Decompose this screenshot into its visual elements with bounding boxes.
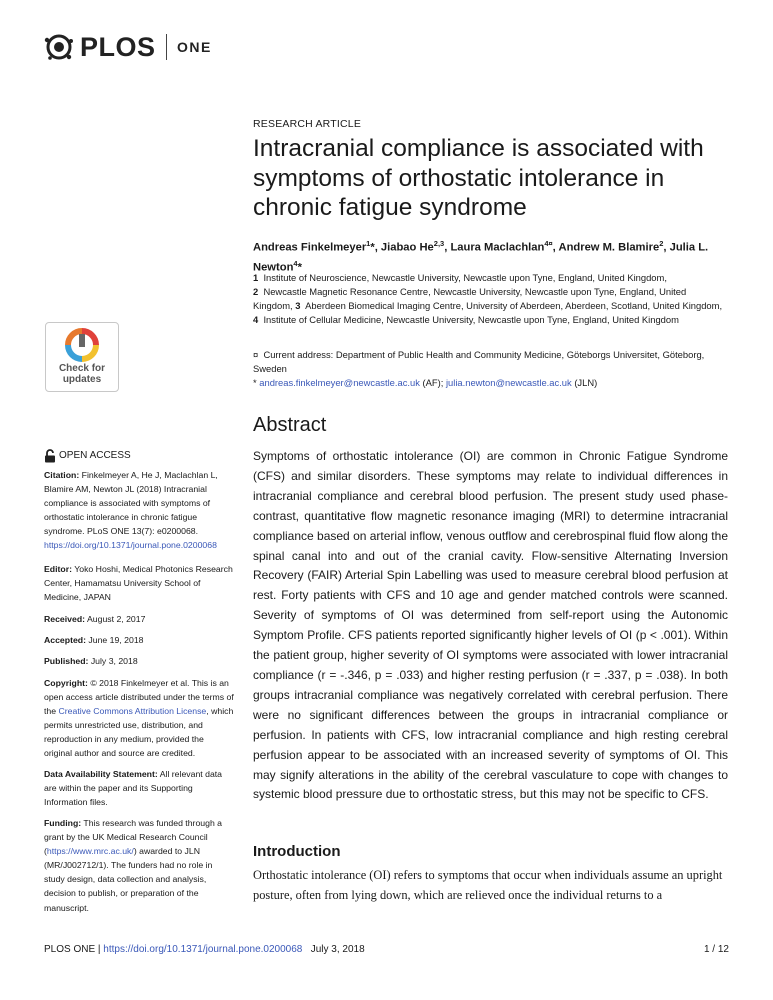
email-suffix: (JLN) [574, 377, 598, 388]
affiliation-text: Institute of Cellular Medicine, Newcastle University, Newcastle upon Tyne, England, United Kingdom [263, 314, 679, 325]
author-corr-mark: * [297, 261, 302, 274]
footer-citation [44, 944, 365, 955]
received-date-block [44, 612, 234, 626]
funding-text: This research was funded through a grant by the UK Medical Research Council ( [44, 818, 223, 857]
footer-date: July 3, 2018 [310, 944, 365, 955]
funding-label: Funding: [44, 818, 82, 828]
affiliation-text: Newcastle Magnetic Resonance Centre, Newcastle University, Newcastle upon Tyne, England, United Kingdom, [253, 286, 687, 311]
citation-doi-link[interactable]: https://doi.org/10.1371/journal.pone.0200068 [44, 540, 217, 551]
published-date: July 3, 2018 [90, 656, 138, 666]
affiliation-text: Institute of Neuroscience, Newcastle University, Newcastle upon Tyne, England, United Kingdom, [263, 272, 667, 283]
affiliation-number: 2 [253, 286, 259, 297]
affiliation-text: Aberdeen Biomedical Imaging Centre, University of Aberdeen, Aberdeen, Scotland, United Kingdom, [305, 300, 723, 311]
funding-block [44, 816, 234, 915]
current-address-mark: ¤ [253, 349, 259, 360]
brand-name: PLOS [80, 31, 156, 62]
citation-text: Finkelmeyer A, He J, Maclachlan L, Blamire AM, Newton JL (2018) Intracranial compliance is associated with symptoms of orthostatic intolerance in chronic fatigue syndrome. PLoS ONE 13(7): e0200068. [44, 470, 218, 537]
author-name[interactable]: Jiabao He [380, 241, 434, 254]
received-label: Received: [44, 614, 86, 624]
citation-label: Citation: [44, 470, 80, 480]
page-number: 1 / 12 [703, 944, 729, 955]
abstract-text: Symptoms of orthostatic intolerance (OI) are common in Chronic Fatigue Syndrome (CFS) and similar disorders. These symptoms may relate to individual differences in intracranial compliance and cerebral blood perfusion. The present study used phase-contrast, quantitative flow magnetic resonance imaging (MRI) to determine intracranial compliance based on arterial inflow, venous outflow and cerebrospinal fluid flow along the spinal canal into and out of the cranial cavity. Flow-sensitive Alternating Inversion Recovery (FAIR) Arterial Spin Labelling was used to measure cerebral blood perfusion at rest. Forty patients with CFS and 10 age and gender matched controls were scanned. Severity of symptoms of OI was determined from self-report using the Autonomic Symptom Profile. CFS patients reported significantly higher levels of OI (p < .001). Within the patient group, higher severity of OI symptoms were associated with lower intracranial compliance (r = -.346, p = .033) and higher resting perfusion (r = .337, p = .038). In both groups intracranial compliance was negatively correlated with cerebral perfusion. There were no significant differences between the groups in intracranial compliance or perfusion. In patients with CFS, low intracranial compliance and high resting cerebral perfusion appear to be associated with an increased severity of symptoms of OI. This may signify alterations in the ability of the cerebral vasculature to cope with changes to systemic blood pressure due to orthostatic stress, but this may not be specific to CFS. [253, 449, 728, 802]
data-availability-label: Data Availability Statement: [44, 769, 158, 779]
check-for-updates-badge[interactable] [45, 322, 119, 392]
citation-block [44, 468, 234, 553]
author-affil-sup: 2,3 [433, 239, 445, 248]
editor-text: Yoko Hoshi, Medical Photonics Research Center, Hamamatsu University School of Medicine, JAPAN [44, 564, 233, 603]
copyright-block [44, 676, 234, 761]
logo-divider [166, 34, 168, 60]
author-corr-mark: * [370, 241, 375, 254]
journal-name: ONE [177, 39, 212, 55]
author-affil-sup: 4¤ [544, 239, 553, 248]
editor-block [44, 562, 234, 604]
footer-doi-link[interactable]: https://doi.org/10.1371/journal.pone.0200068 [103, 944, 303, 955]
data-availability-text: All relevant data are within the paper and its Supporting Information files. [44, 769, 223, 808]
copyright-label: Copyright: [44, 678, 88, 688]
mrc-link[interactable]: https://www.mrc.ac.uk/ [46, 846, 134, 857]
check-updates-text [46, 363, 118, 385]
plos-one-logo[interactable] [44, 30, 212, 64]
plos-logo-icon [44, 32, 74, 62]
open-lock-icon [44, 449, 56, 463]
footer-journal: PLOS ONE | [44, 944, 101, 955]
check-updates-line2: updates [62, 374, 102, 385]
published-label: Published: [44, 656, 89, 666]
accepted-date-block [44, 633, 234, 647]
article-type: RESEARCH ARTICLE [253, 118, 362, 130]
author-affil-sup: 1 [366, 239, 371, 248]
current-address: Current address: Department of Public Health and Community Medicine, Göteborgs Universitet, Göteborg, Sweden [253, 349, 705, 374]
accepted-date: June 19, 2018 [88, 635, 144, 645]
author-affil-sup: 4 [293, 259, 298, 269]
affiliation-number: 4 [253, 314, 259, 325]
affiliation-list [253, 271, 728, 327]
email-link-af[interactable]: andreas.finkelmeyer@newcastle.ac.uk [259, 377, 420, 388]
open-access-badge [44, 449, 234, 463]
author-notes [253, 348, 728, 390]
open-access-label: OPEN ACCESS [59, 450, 131, 461]
editor-label: Editor: [44, 564, 72, 574]
author-name[interactable]: Andrew M. Blamire [558, 241, 660, 254]
author-name[interactable]: Andreas Finkelmeyer [253, 241, 367, 254]
received-date: August 2, 2017 [86, 614, 146, 624]
funding-text-tail: ) awarded to JLN (MR/J002712/1). The funders had no role in study design, data collection and analysis, decision to publish, or preparation of the manuscript. [44, 846, 213, 913]
email-suffix: (AF); [422, 377, 444, 388]
accepted-label: Accepted: [44, 635, 86, 645]
published-date-block [44, 654, 234, 668]
corresponding-mark: * [253, 377, 257, 388]
email-link-jln[interactable]: julia.newton@newcastle.ac.uk [445, 377, 572, 388]
check-updates-line1: Check for [58, 363, 106, 374]
check-updates-icon [46, 325, 118, 365]
affiliation-number: 1 [253, 272, 259, 283]
cc-license-link[interactable]: Creative Commons Attribution License [58, 706, 207, 717]
affiliation-number: 3 [295, 300, 301, 311]
data-availability-block [44, 767, 234, 809]
page-footer [44, 944, 729, 955]
introduction-text: Orthostatic intolerance (OI) refers to symptoms that occur when individuals assume an upright posture, often from lying down, which are relieved once the individual returns to a [253, 868, 723, 902]
abstract-heading: Abstract [253, 414, 327, 436]
author-list: Andreas Finkelmeyer$^1$*, Jiabao He$^{2,3}$, Laura Maclachlan$^{4¤}$, Andrew M. Blamire$^2$, Julia L. Newton$^4$* [253, 239, 709, 274]
article-title: Intracranial compliance is associated with symptoms of orthostatic intolerance in chronic fatigue syndrome [253, 135, 704, 221]
copyright-text-tail: , which permits unrestricted use, distribution, and reproduction in any medium, provided the original author and source are credited. [44, 706, 234, 759]
introduction-heading: Introduction [253, 843, 341, 860]
author-name[interactable]: Laura Maclachlan [450, 241, 545, 254]
copyright-text: © 2018 Finkelmeyer et al. This is an open access article distributed under the terms of the [44, 678, 234, 717]
author-name[interactable]: Julia L. Newton [253, 241, 709, 274]
author-affil-sup: 2 [659, 239, 664, 248]
